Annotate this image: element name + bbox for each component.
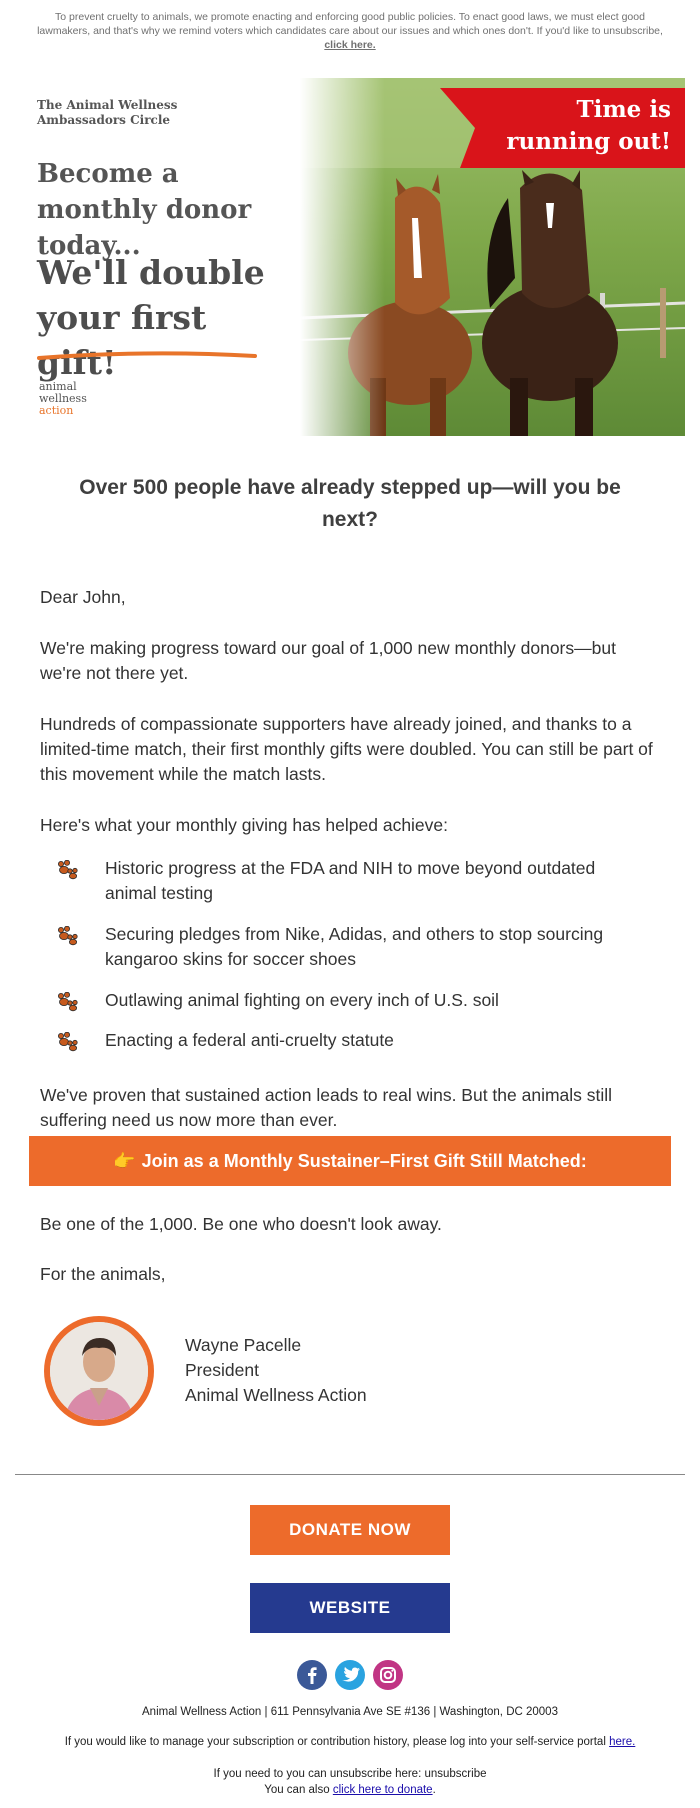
footer-address: Animal Wellness Action | 611 Pennsylvania Ave SE #136 | Washington, DC 20003 (142, 1706, 558, 1718)
footer-unsubscribe: If you need to you can unsubscribe here: unsubscribe (213, 1768, 487, 1780)
website-button[interactable]: WEBSITE (250, 1583, 450, 1633)
paw-icon (56, 992, 78, 1012)
banner-text: Time is running out! (506, 96, 671, 155)
unsubscribe-link[interactable]: click here. (324, 39, 376, 51)
preheader (30, 10, 670, 52)
pointing-hand-icon: 👉 (113, 1151, 136, 1171)
footer-manage-text: If you would like to manage your subscription or contribution history, please log into your self-service portal (64, 1736, 606, 1748)
twitter-icon[interactable] (335, 1660, 365, 1690)
footer-donate-end: . (432, 1784, 436, 1796)
signer-title: President (185, 1360, 259, 1380)
portrait-illustration (50, 1322, 148, 1420)
signer-org: Animal Wellness Action (185, 1385, 367, 1405)
footer-donate-text: You can also (264, 1784, 330, 1796)
list-item-text: Outlawing animal fighting on every inch of U.S. soil (105, 990, 499, 1010)
horses-photo (300, 78, 685, 436)
self-service-portal-link[interactable]: here. (609, 1736, 636, 1748)
hero-text-panel (15, 78, 300, 436)
donate-link[interactable]: click here to donate (332, 1784, 433, 1796)
footer-divider (15, 1474, 685, 1475)
list-item-text: Historic progress at the FDA and NIH to move beyond outdated animal testing (105, 858, 596, 903)
avatar (44, 1316, 154, 1426)
avatar-photo (50, 1322, 148, 1420)
logo-line-action: action (39, 404, 74, 417)
org-logo (39, 381, 87, 417)
paw-icon (56, 860, 78, 880)
join-sustainer-button[interactable] (29, 1136, 671, 1186)
list-item-text: Securing pledges from Nike, Adidas, and others to stop sourcing kangaroo skins for soccer shoes (105, 924, 604, 969)
signature-block (185, 1333, 367, 1408)
paragraph-progress: We're making progress toward our goal of 1,000 new monthly donors—but we're not there yet. (40, 638, 616, 683)
paragraph-achievements-intro: Here's what your monthly giving has helped achieve: (40, 815, 449, 835)
hero-headline-secondary: We'll double your first gift! (37, 253, 265, 382)
paragraph-be-one: Be one of the 1,000. Be one who doesn't look away. (40, 1214, 442, 1234)
paragraph-sustained-action: We've proven that sustained action leads to real wins. But the animals still suffering need us now more than ever. (40, 1085, 613, 1130)
hero-headline-primary: Become a monthly donor today... (37, 159, 252, 261)
donate-now-button[interactable]: DONATE NOW (250, 1505, 450, 1555)
logo-line-wellness: wellness (39, 392, 87, 405)
facebook-icon[interactable] (297, 1660, 327, 1690)
list-item-text: Enacting a federal anti-cruelty statute (105, 1030, 394, 1050)
hero-banner (15, 78, 685, 436)
footer-donate (30, 1782, 670, 1798)
greeting: Dear John, (40, 587, 126, 607)
footer-manage (30, 1734, 670, 1750)
paragraph-match: Hundreds of compassionate supporters have already joined, and thanks to a limited-time match, their first monthly gifts were doubled. You can still be part of this movement while the match lasts. (40, 714, 653, 784)
closing: For the animals, (40, 1264, 166, 1284)
paw-icon (56, 1032, 78, 1052)
paw-icon (56, 926, 78, 946)
underline-swoosh (37, 350, 257, 362)
instagram-icon[interactable] (373, 1660, 403, 1690)
circle-name: The Animal Wellness Ambassadors Circle (37, 98, 178, 127)
signer-name: Wayne Pacelle (185, 1335, 302, 1355)
preheader-text: To prevent cruelty to animals, we promote enacting and enforcing good public policies. To enact good laws, we must elect good lawmakers, and that's why we remind voters which candidates care about our issues and which ones don't. If you'd like to unsubscribe, (37, 11, 663, 37)
tagline-heading: Over 500 people have already stepped up—will you be next? (79, 476, 621, 531)
logo-line-animal: animal (39, 380, 77, 393)
join-sustainer-label: Join as a Monthly Sustainer–First Gift Still Matched: (141, 1151, 587, 1171)
